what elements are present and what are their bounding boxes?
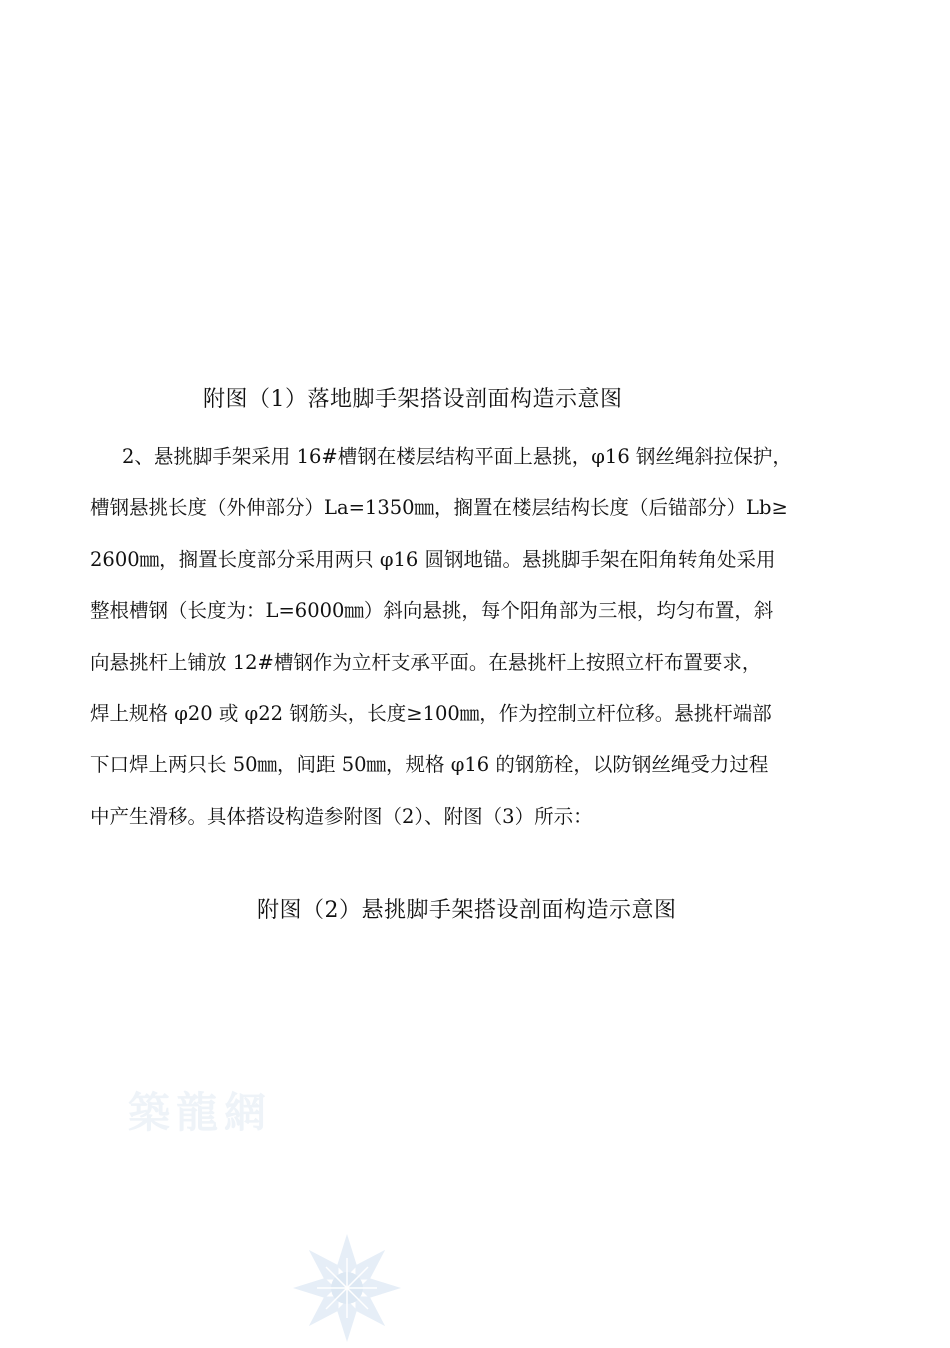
zhulong-snowflake-logo-icon [291, 1232, 403, 1344]
figure-2-caption: 附图（2）悬挑脚手架搭设剖面构造示意图 [257, 898, 677, 923]
paragraph-line: 下口焊上两只长 50㎜，间距 50㎜，规格 φ16 的钢筋栓，以防钢丝绳受力过程 [90, 753, 769, 777]
figure-1-caption: 附图（1）落地脚手架搭设剖面构造示意图 [203, 387, 623, 412]
paragraph-line: 焊上规格 φ20 或 φ22 钢筋头，长度≥100㎜，作为控制立杆位移。悬挑杆端部 [90, 701, 772, 725]
watermark-text: 築龍網 [128, 1088, 273, 1137]
body-paragraph [90, 431, 865, 842]
paragraph-line: 2600㎜，搁置长度部分采用两只 φ16 圆钢地锚。悬挑脚手架在阳角转角处采用 [90, 547, 776, 571]
paragraph-line: 中产生滑移。具体搭设构造参附图（2）、附图（3）所示： [90, 804, 593, 828]
paragraph-line: 向悬挑杆上铺放 12#槽钢作为立杆支承平面。在悬挑杆上按照立杆布置要求， [90, 650, 762, 674]
paragraph-line: 2、悬挑脚手架采用 16#槽钢在楼层结构平面上悬挑，φ16 钢丝绳斜拉保护， [122, 445, 792, 468]
paragraph-line: 整根槽钢（长度为：L=6000㎜）斜向悬挑，每个阳角部为三根，均匀布置，斜 [90, 599, 774, 623]
paragraph-line: 槽钢悬挑长度（外伸部分）La=1350㎜，搁置在楼层结构长度（后锚部分）Lb≥ [90, 496, 788, 520]
